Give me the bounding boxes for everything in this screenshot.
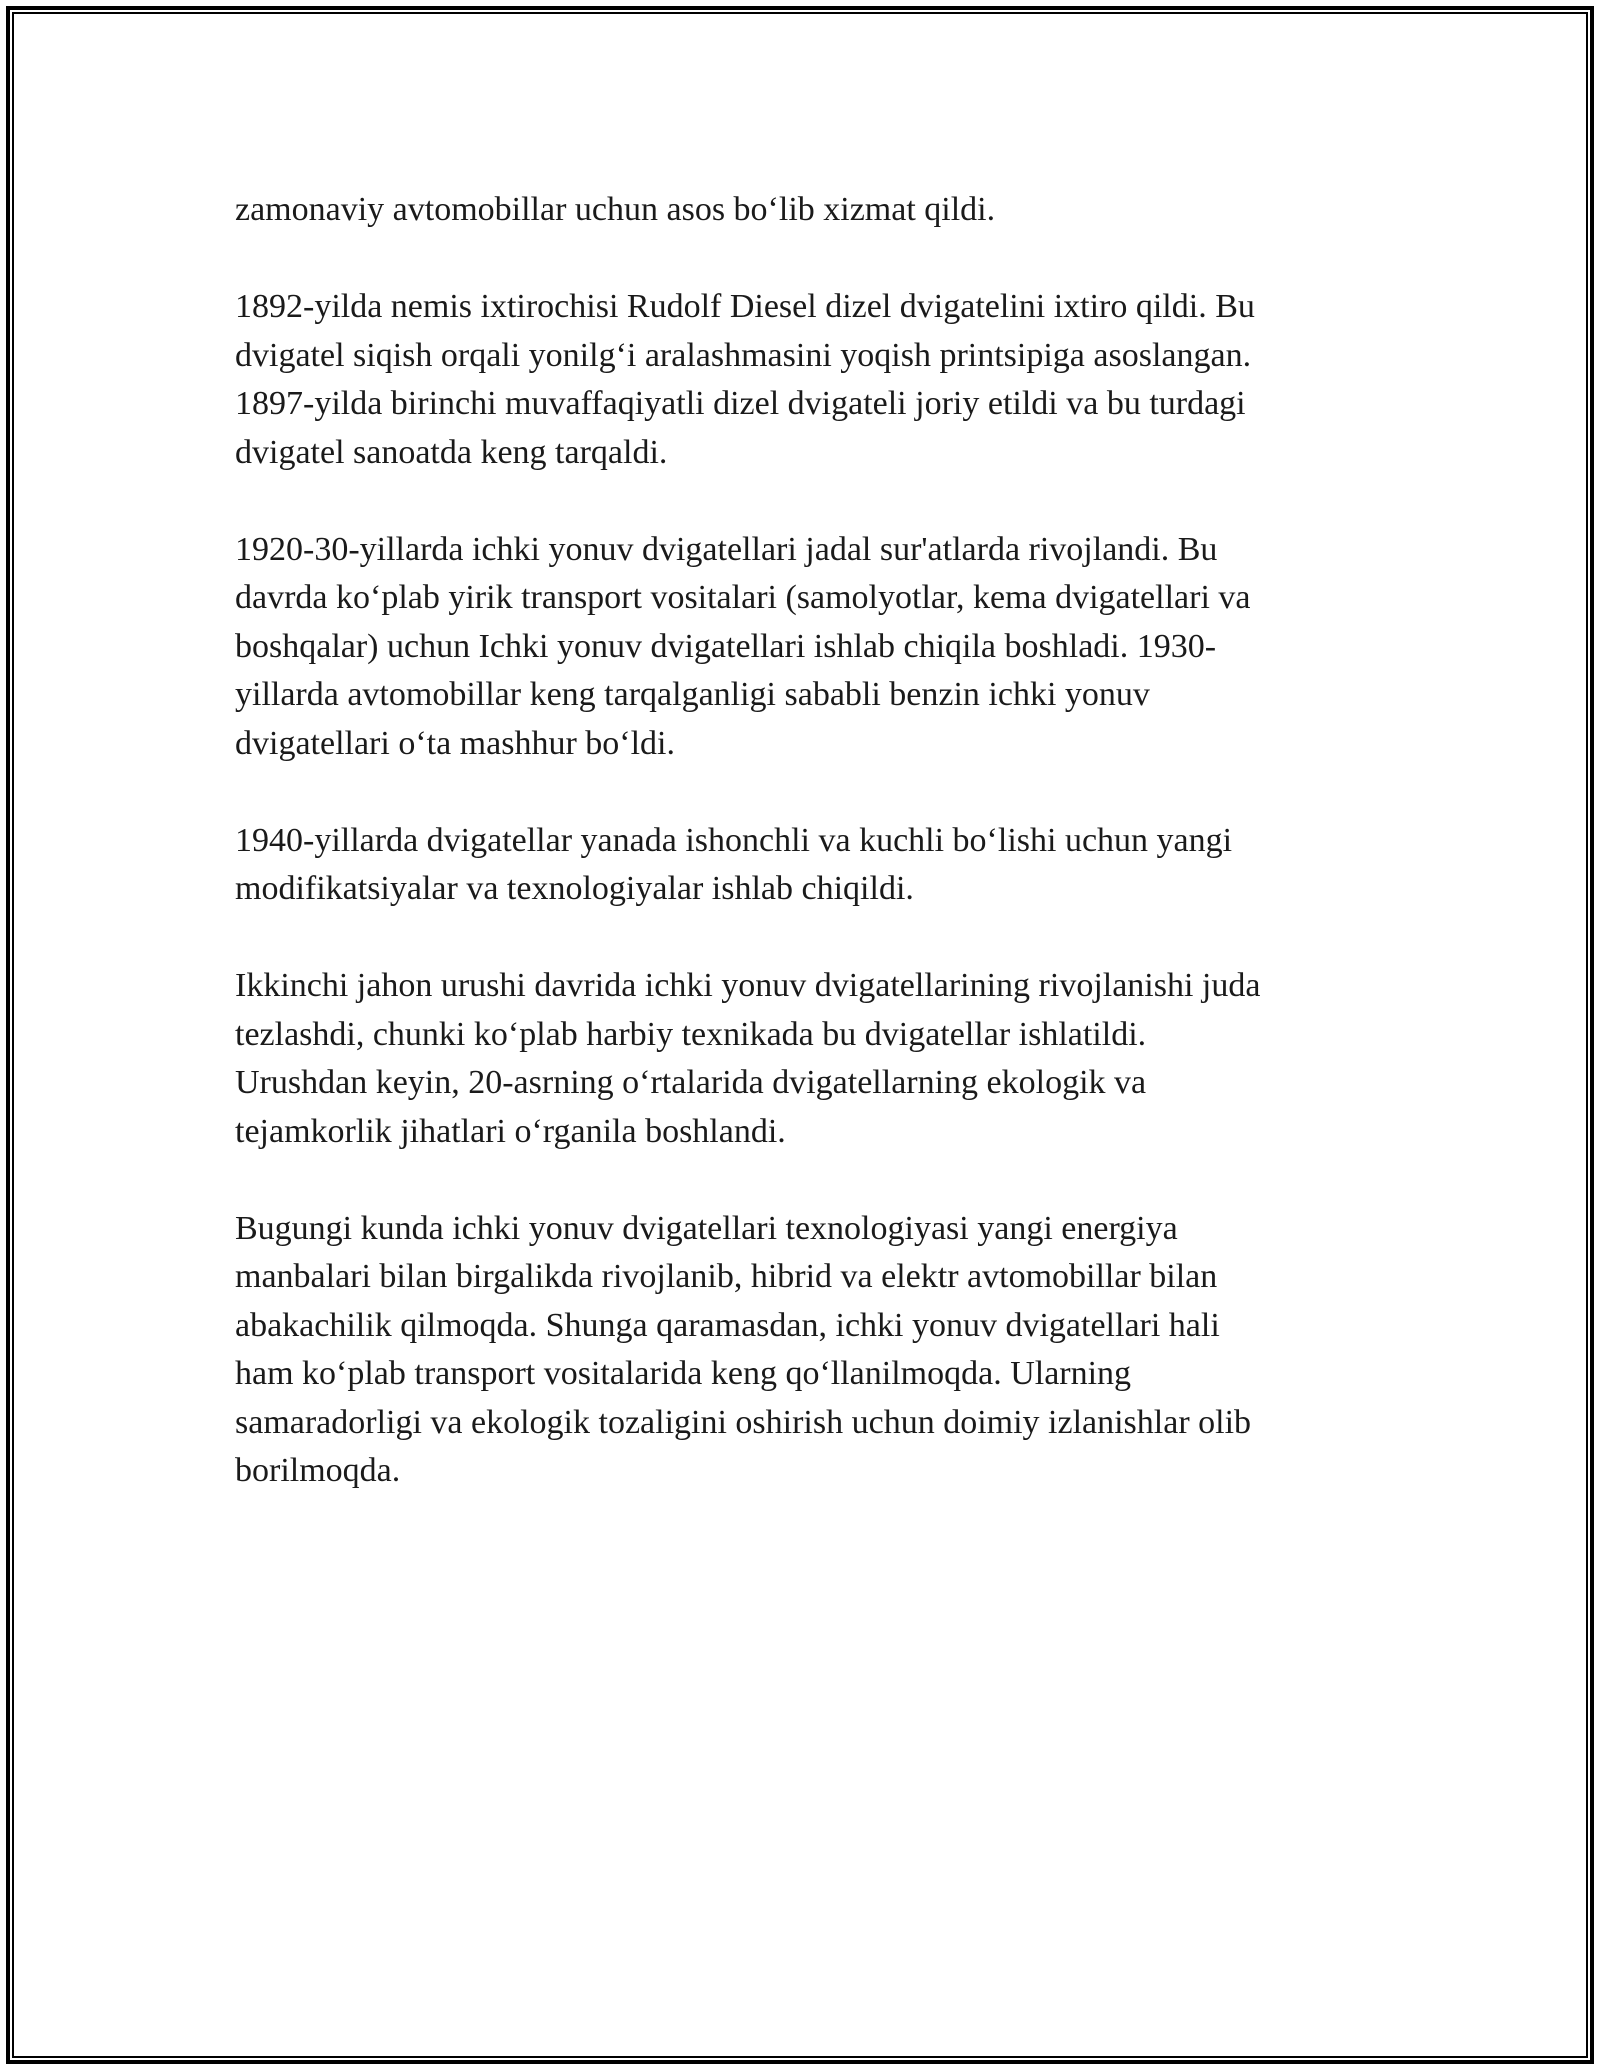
text-line: abakachilik qilmoqda. Shunga qaramasdan, ichki yonuv dvigatellari hali	[235, 1306, 1220, 1344]
text-line: 1940-yillarda dvigatellar yanada ishonchli va kuchli bo‘lishi uchun yangi	[235, 821, 1233, 859]
text-line: Urushdan keyin, 20-asrning o‘rtalarida dvigatellarning ekologik va	[235, 1064, 1147, 1101]
text-line: dvigatel sanoatda keng tarqaldi.	[235, 433, 668, 471]
text-line: tezlashdi, chunki ko‘plab harbiy texnikada bu dvigatellar ishlatildi.	[235, 1015, 1147, 1053]
text-line: zamonaviy avtomobillar uchun asos bo‘lib xizmat qildi.	[235, 191, 996, 228]
text-line: 1892-yilda nemis ixtirochisi Rudolf Diesel dizel dvigatelini ixtiro qildi. Bu	[235, 288, 1255, 325]
text-line: davrda ko‘plab yirik transport vositalari (samolyotlar, kema dvigatellari va	[235, 579, 1251, 616]
text-line: manbalari bilan birgalikda rivojlanib, hibrid va elektr avtomobillar bilan	[235, 1258, 1218, 1295]
text-line: boshqalar) uchun Ichki yonuv dvigatellari ishlab chiqila boshladi. 1930-	[235, 627, 1217, 665]
paragraph	[235, 526, 1375, 769]
text-line: ham ko‘plab transport vositalarida keng qo‘llanilmoqda. Ularning	[235, 1355, 1132, 1392]
text-line: dvigatellari o‘ta mashhur bo‘ldi.	[235, 724, 675, 762]
paragraph	[235, 1205, 1375, 1496]
text-line: Bugungi kunda ichki yonuv dvigatellari texnologiyasi yangi energiya	[235, 1209, 1178, 1247]
text-line: yillarda avtomobillar keng tarqalganligi sababli benzin ichki yonuv	[235, 676, 1150, 713]
text-line: 1920-30-yillarda ichki yonuv dvigatellari jadal sur'atlarda rivojlandi. Bu	[235, 530, 1218, 568]
text-line: dvigatel siqish orqali yonilg‘i aralashmasini yoqish printsipiga asoslangan.	[235, 336, 1252, 374]
text-line: modifikatsiyalar va texnologiyalar ishlab chiqildi.	[235, 870, 914, 907]
document-body	[235, 186, 1375, 1544]
paragraph	[235, 283, 1375, 477]
paragraph	[235, 186, 1375, 235]
text-line: 1897-yilda birinchi muvaffaqiyatli dizel dvigateli joriy etildi va bu turdagi	[235, 385, 1246, 422]
paragraph	[235, 962, 1375, 1156]
paragraph	[235, 817, 1375, 914]
text-line: Ikkinchi jahon urushi davrida ichki yonuv dvigatellarining rivojlanishi juda	[235, 967, 1261, 1004]
text-line: borilmoqda.	[235, 1452, 401, 1489]
text-line: samaradorligi va ekologik tozaligini oshirish uchun doimiy izlanishlar olib	[235, 1403, 1252, 1441]
text-line: tejamkorlik jihatlari o‘rganila boshlandi.	[235, 1112, 786, 1150]
